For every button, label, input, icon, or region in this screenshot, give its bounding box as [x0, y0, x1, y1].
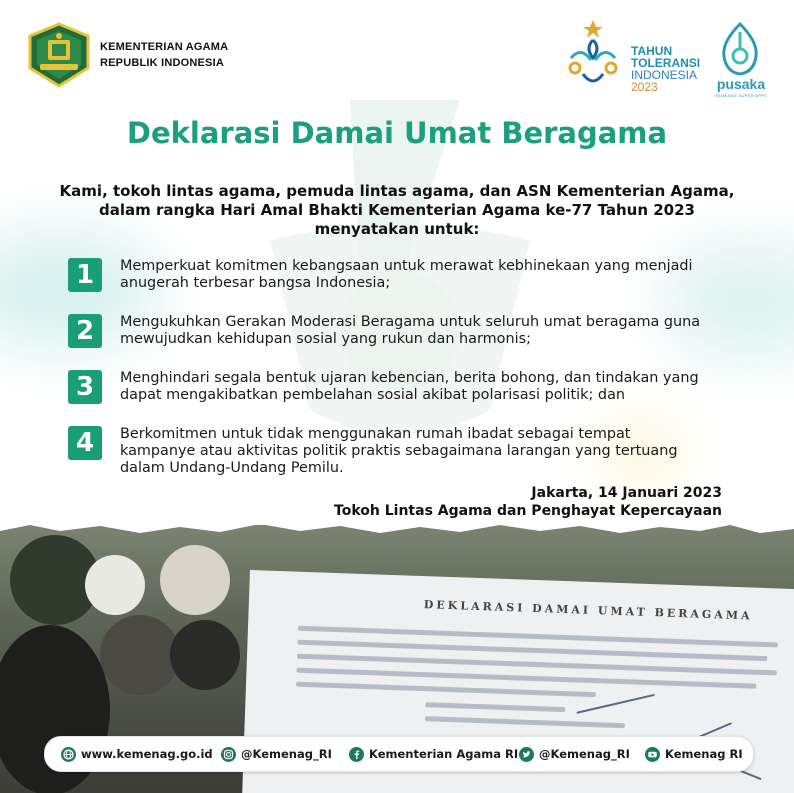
- crowd-person: [85, 555, 145, 615]
- item-text: [120, 258, 760, 292]
- facebook-icon: [349, 747, 364, 762]
- pusaka-wordmark: pusaka: [716, 76, 766, 92]
- banner-text-line: [425, 716, 625, 728]
- org-line1: KEMENTERIAN AGAMA: [100, 41, 229, 53]
- intro-text: [40, 182, 754, 239]
- intro-line1: Kami, tokoh lintas agama, pemuda lintas agama, dan ASN Kementerian Agama,: [59, 182, 735, 200]
- declaration-item: [68, 426, 748, 490]
- twitter-icon: [519, 747, 534, 762]
- footer-facebook-text: Kementerian Agama RI: [369, 747, 519, 761]
- crowd-person: [100, 615, 180, 695]
- instagram-icon: [221, 747, 236, 762]
- footer-youtube-link[interactable]: [645, 745, 743, 763]
- footer-instagram-text: @Kemenag_RI: [241, 747, 332, 761]
- banner-title: DEKLARASI DAMAI UMAT BERAGAMA: [423, 598, 753, 623]
- signature-place-date: Jakarta, 14 Januari 2023: [531, 485, 722, 501]
- torn-paper-edge: [0, 525, 794, 541]
- org-line2: REPUBLIK INDONESIA: [100, 57, 224, 69]
- declaration-item: [68, 258, 748, 310]
- footer-website-text: www.kemenag.go.id: [81, 747, 213, 761]
- item-number-badge: 3: [68, 370, 102, 404]
- tahun-line4: 2023: [631, 80, 658, 94]
- footer-website-link[interactable]: [61, 745, 213, 763]
- item-text-line: mewujudkan kehidupan sosial yang rukun dan harmonis;: [120, 331, 531, 347]
- pusaka-subtitle: KEMENAG SUPER APPS: [715, 93, 767, 98]
- pusaka-logo: [712, 22, 768, 76]
- item-text: [120, 426, 760, 477]
- declaration-item: [68, 370, 748, 422]
- intro-line2: dalam rangka Hari Amal Bhakti Kementerian Agama ke-77 Tahun 2023: [99, 201, 695, 219]
- item-text-line: Memperkuat komitmen kebangsaan untuk merawat kebhinekaan yang menjadi: [120, 258, 693, 274]
- banner-text-line: [296, 682, 596, 697]
- item-number-badge: 2: [68, 314, 102, 348]
- kemenag-logo: [26, 22, 92, 88]
- tahun-toleransi-logo: [563, 18, 627, 92]
- signature-block: [334, 484, 722, 520]
- tahun-line1: TAHUN: [631, 44, 673, 58]
- intro-line3: menyatakan untuk:: [314, 220, 480, 238]
- tahun-line2: TOLERANSI: [631, 56, 701, 70]
- declaration-item: [68, 314, 748, 366]
- social-footer: [44, 736, 754, 772]
- item-text-line: Berkomitmen untuk tidak menggunakan rumah ibadat sebagai tempat: [120, 426, 631, 442]
- item-text-line: anugerah terbesar bangsa Indonesia;: [120, 275, 391, 291]
- page-title: Deklarasi Damai Umat Beragama: [126, 116, 668, 150]
- item-number-badge: 4: [68, 426, 102, 460]
- item-number-badge: 1: [68, 258, 102, 292]
- crowd-person: [160, 545, 230, 615]
- footer-instagram-link[interactable]: [221, 745, 332, 763]
- header: [0, 0, 794, 110]
- item-text-line: Menghindari segala bentuk ujaran kebencian, berita bohong, dan tindakan yang: [120, 370, 699, 386]
- tahun-toleransi-text: [631, 45, 700, 93]
- banner-text-line: [425, 702, 565, 712]
- footer-youtube-text: Kemenag RI: [665, 747, 743, 761]
- item-text-line: kampanye atau aktivitas politik praktis sebagaimana larangan yang tertuang: [120, 443, 678, 459]
- globe-icon: [61, 747, 76, 762]
- org-name: [100, 39, 228, 71]
- item-text-line: dapat mengakibatkan pembelahan sosial akibat polarisasi politik; dan: [120, 387, 626, 403]
- footer-facebook-link[interactable]: [349, 745, 518, 763]
- item-text-line: Mengukuhkan Gerakan Moderasi Beragama untuk seluruh umat beragama guna: [120, 314, 701, 330]
- declaration-list: [68, 258, 748, 494]
- signature-signer: Tokoh Lintas Agama dan Penghayat Kepercayaan: [334, 503, 722, 519]
- youtube-icon: [645, 747, 660, 762]
- footer-twitter-text: @Kemenag_RI: [539, 747, 630, 761]
- crowd-person: [170, 620, 240, 690]
- item-text-line: dalam Undang-Undang Pemilu.: [120, 460, 344, 476]
- item-text: [120, 370, 760, 404]
- tahun-line3: INDONESIA: [631, 68, 698, 82]
- footer-twitter-link[interactable]: [519, 745, 630, 763]
- item-text: [120, 314, 760, 348]
